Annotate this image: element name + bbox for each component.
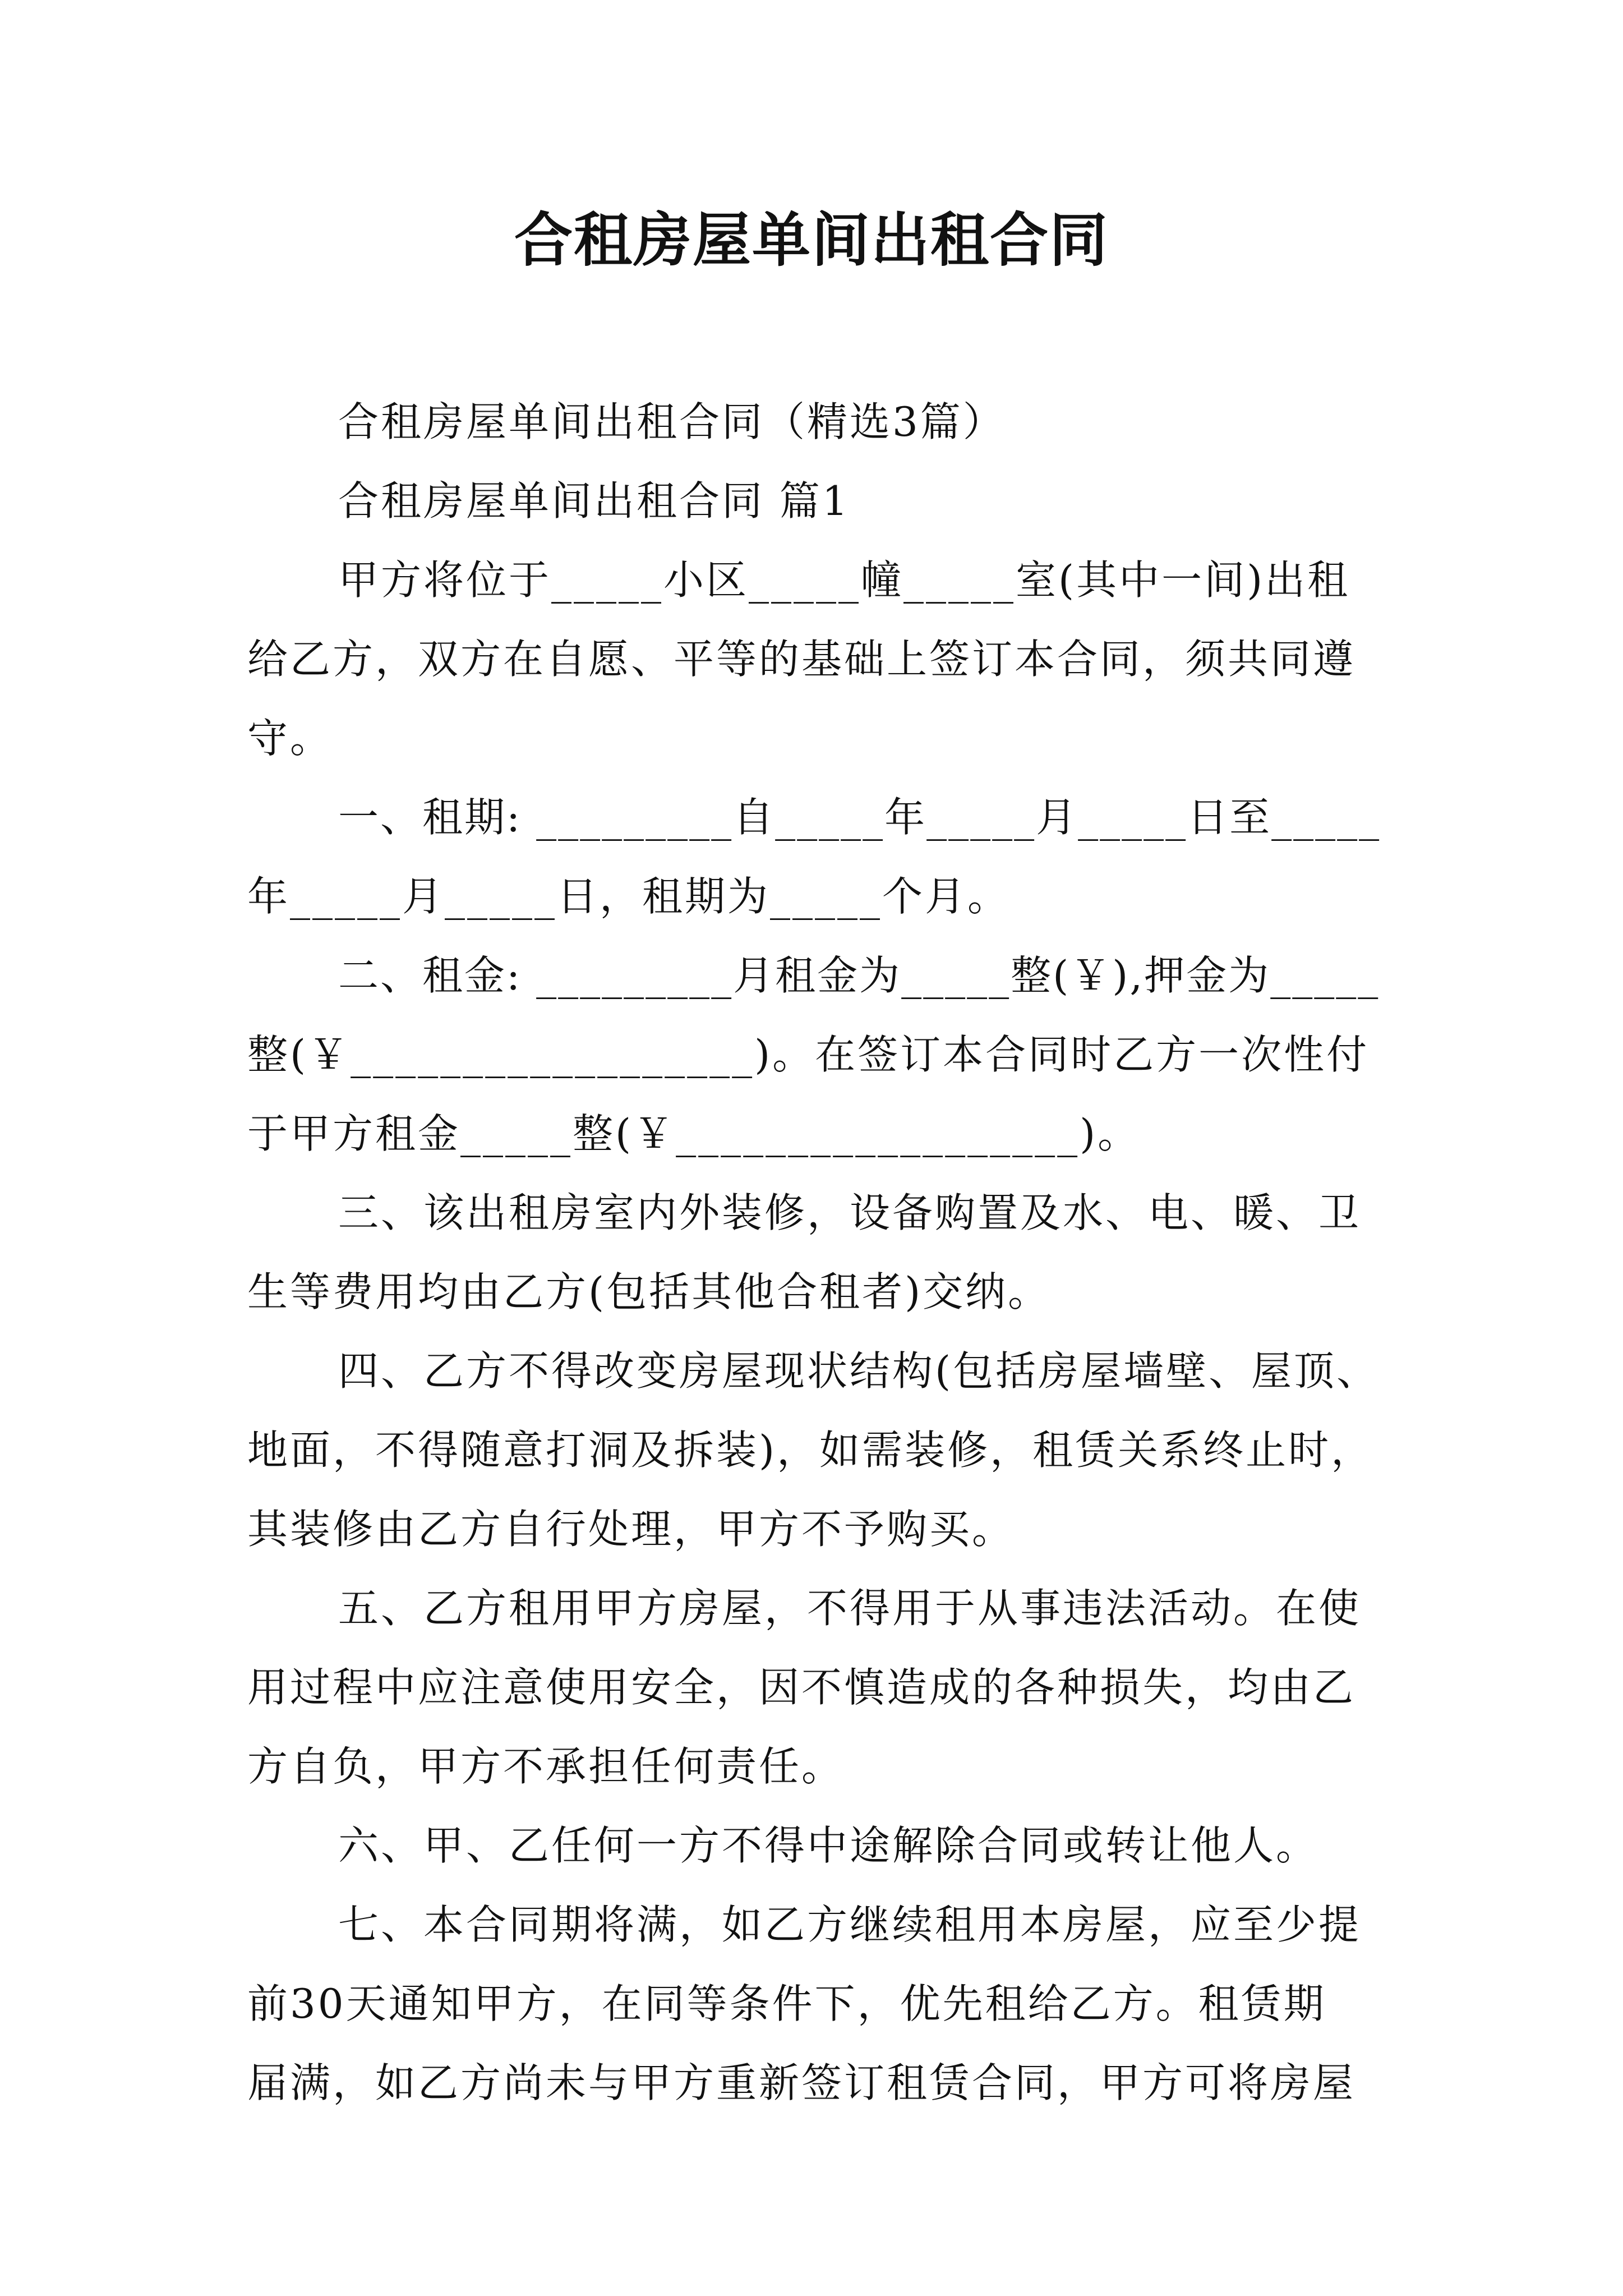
body-line: 二、租金: _________月租金为_____整(￥),押金为_____ bbox=[338, 952, 1380, 999]
body-line: 生等费用均由乙方(包括其他合租者)交纳。 bbox=[247, 1268, 1051, 1315]
body-line: 七、本合同期将满，如乙方继续租用本房屋，应至少提 bbox=[338, 1901, 1362, 1948]
body-line: 整(￥__________________)。在签订本合同时乙方一次性付 bbox=[247, 1031, 1370, 1078]
body-line: 守。 bbox=[247, 715, 333, 762]
body-line: 合租房屋单间出租合同（精选3篇） bbox=[338, 398, 1006, 445]
document-title: 合租房屋单间出租合同 bbox=[514, 205, 1109, 274]
body-line: 四、乙方不得改变房屋现状结构(包括房屋墙壁、屋顶、 bbox=[338, 1347, 1380, 1395]
body-line: 甲方将位于_____小区_____幢_____室(其中一间)出租 bbox=[338, 556, 1350, 604]
body-line: 给乙方，双方在自愿、平等的基础上签订本合同，须共同遵 bbox=[247, 636, 1356, 683]
body-line: 地面，不得随意打洞及拆装)，如需装修，租赁关系终止时， bbox=[247, 1427, 1374, 1474]
body-line: 用过程中应注意使用安全，因不慎造成的各种损失，均由乙 bbox=[247, 1664, 1356, 1711]
body-line: 一、租期: _________自_____年_____月_____日至_____ bbox=[338, 794, 1381, 841]
body-line: 前30天通知甲方，在同等条件下，优先租给乙方。租赁期 bbox=[247, 1980, 1326, 2027]
body-line: 五、乙方租用甲方房屋，不得用于从事违法活动。在使 bbox=[338, 1585, 1362, 1632]
body-line: 六、甲、乙任何一方不得中途解除合同或转让他人。 bbox=[338, 1822, 1319, 1869]
body-line: 于甲方租金_____整(￥__________________)。 bbox=[247, 1110, 1141, 1157]
document-body bbox=[247, 383, 1386, 2123]
body-line: 其装修由乙方自行处理，甲方不予购买。 bbox=[247, 1506, 1015, 1553]
body-line: 合租房屋单间出租合同 篇1 bbox=[338, 477, 850, 524]
body-line: 年_____月_____日，租期为_____个月。 bbox=[247, 873, 1011, 920]
body-line: 方自负，甲方不承担任何责任。 bbox=[247, 1743, 845, 1790]
body-line: 三、该出租房室内外装修，设备购置及水、电、暖、卫 bbox=[338, 1189, 1362, 1236]
body-line: 届满，如乙方尚未与甲方重新签订租赁合同，甲方可将房屋 bbox=[247, 2059, 1356, 2106]
